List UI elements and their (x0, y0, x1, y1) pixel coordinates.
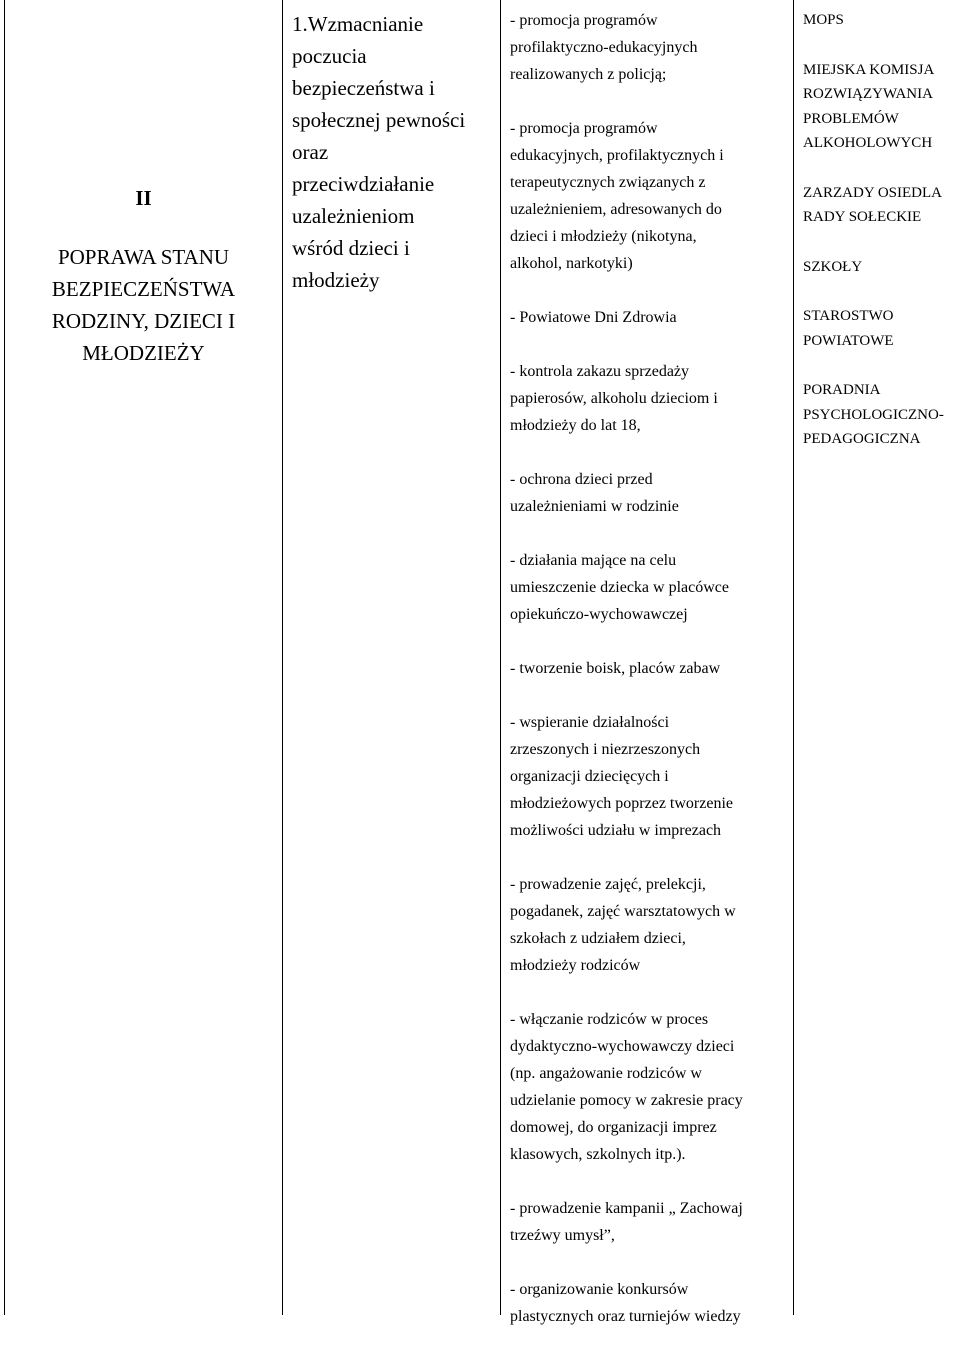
objective-line: uzależnieniom (292, 204, 415, 228)
responsible-entity: MOPS (803, 12, 844, 28)
objective-line: przeciwdziałanie (292, 172, 435, 196)
objective-line: bezpieczeństwa i (292, 76, 435, 100)
task-item: - działania mające na celu umieszczenie dziecka w placówce opiekuńczo-wychowawczej (510, 552, 729, 623)
section-title: POPRAWA STANU BEZPIECZEŃSTWA RODZINY, DZIECI I MŁODZIEŻY (51, 245, 236, 365)
responsible-entity: ZARZADY OSIEDLA RADY SOŁECKIE (803, 184, 943, 225)
task-item: - wspieranie działalności zrzeszonych i niezrzeszonych organizacji dziecięcych i młodzieżowych poprzez tworzenie możliwości udziału w imprezach (510, 714, 734, 839)
objective-line: poczucia (292, 44, 367, 68)
objective-line: wśród dzieci i (292, 236, 410, 260)
tasks-column (510, 0, 795, 1357)
responsible-entity: MIEJSKA KOMISJA ROZWIĄZYWANIA PROBLEMÓW ALKOHOLOWYCH (803, 61, 935, 151)
task-item: - promocja programów edukacyjnych, profilaktycznych i terapeutycznych związanych z uzależnieniem, adresowanych do dzieci i młodzieży (nikotyna, alkohol, narkotyki) (510, 120, 724, 272)
task-item: - włączanie rodziców w proces dydaktyczno-wychowawczy dzieci (np. angażowanie rodziców w udzielanie pomocy w zakresie pracy domowej, do organizacji imprez klasowych, szkolnych itp.). (510, 1011, 743, 1163)
task-item: - promocja programów profilaktyczno-edukacyjnych realizowanych z policją; (510, 12, 698, 83)
objective-column (292, 0, 497, 296)
column-divider-2 (500, 0, 501, 1315)
responsible-entity: PORADNIA PSYCHOLOGICZNO- PEDAGOGICZNA (803, 382, 944, 447)
column-divider-1 (282, 0, 283, 1315)
responsible-column (803, 0, 960, 477)
objective-line: 1.Wzmacnianie (292, 12, 424, 36)
task-item: - prowadzenie zajęć, prelekcji, pogadanek, zajęć warsztatowych w szkołach z udziałem dzieci, młodzieży rodziców (510, 876, 736, 974)
objective-line: młodzieży (292, 268, 380, 292)
task-item: - tworzenie boisk, placów zabaw (510, 660, 721, 677)
objective-line: oraz (292, 140, 329, 164)
section-number: II (135, 186, 152, 210)
objective-line: społecznej pewności (292, 108, 466, 132)
task-item: - kontrola zakazu sprzedaży papierosów, alkoholu dzieciom i młodzieży do lat 18, (510, 363, 718, 434)
task-item: - prowadzenie kampanii „ Zachowaj trzeźwy umysł”, (510, 1200, 743, 1244)
responsible-entity: STAROSTWO POWIATOWE (803, 308, 894, 349)
responsible-entity: SZKOŁY (803, 258, 863, 275)
task-item: - Powiatowe Dni Zdrowia (510, 309, 677, 326)
task-item: - ochrona dzieci przed uzależnieniami w rodzinie (510, 471, 679, 515)
task-item: - organizowanie konkursów plastycznych oraz turniejów wiedzy (510, 1281, 741, 1325)
